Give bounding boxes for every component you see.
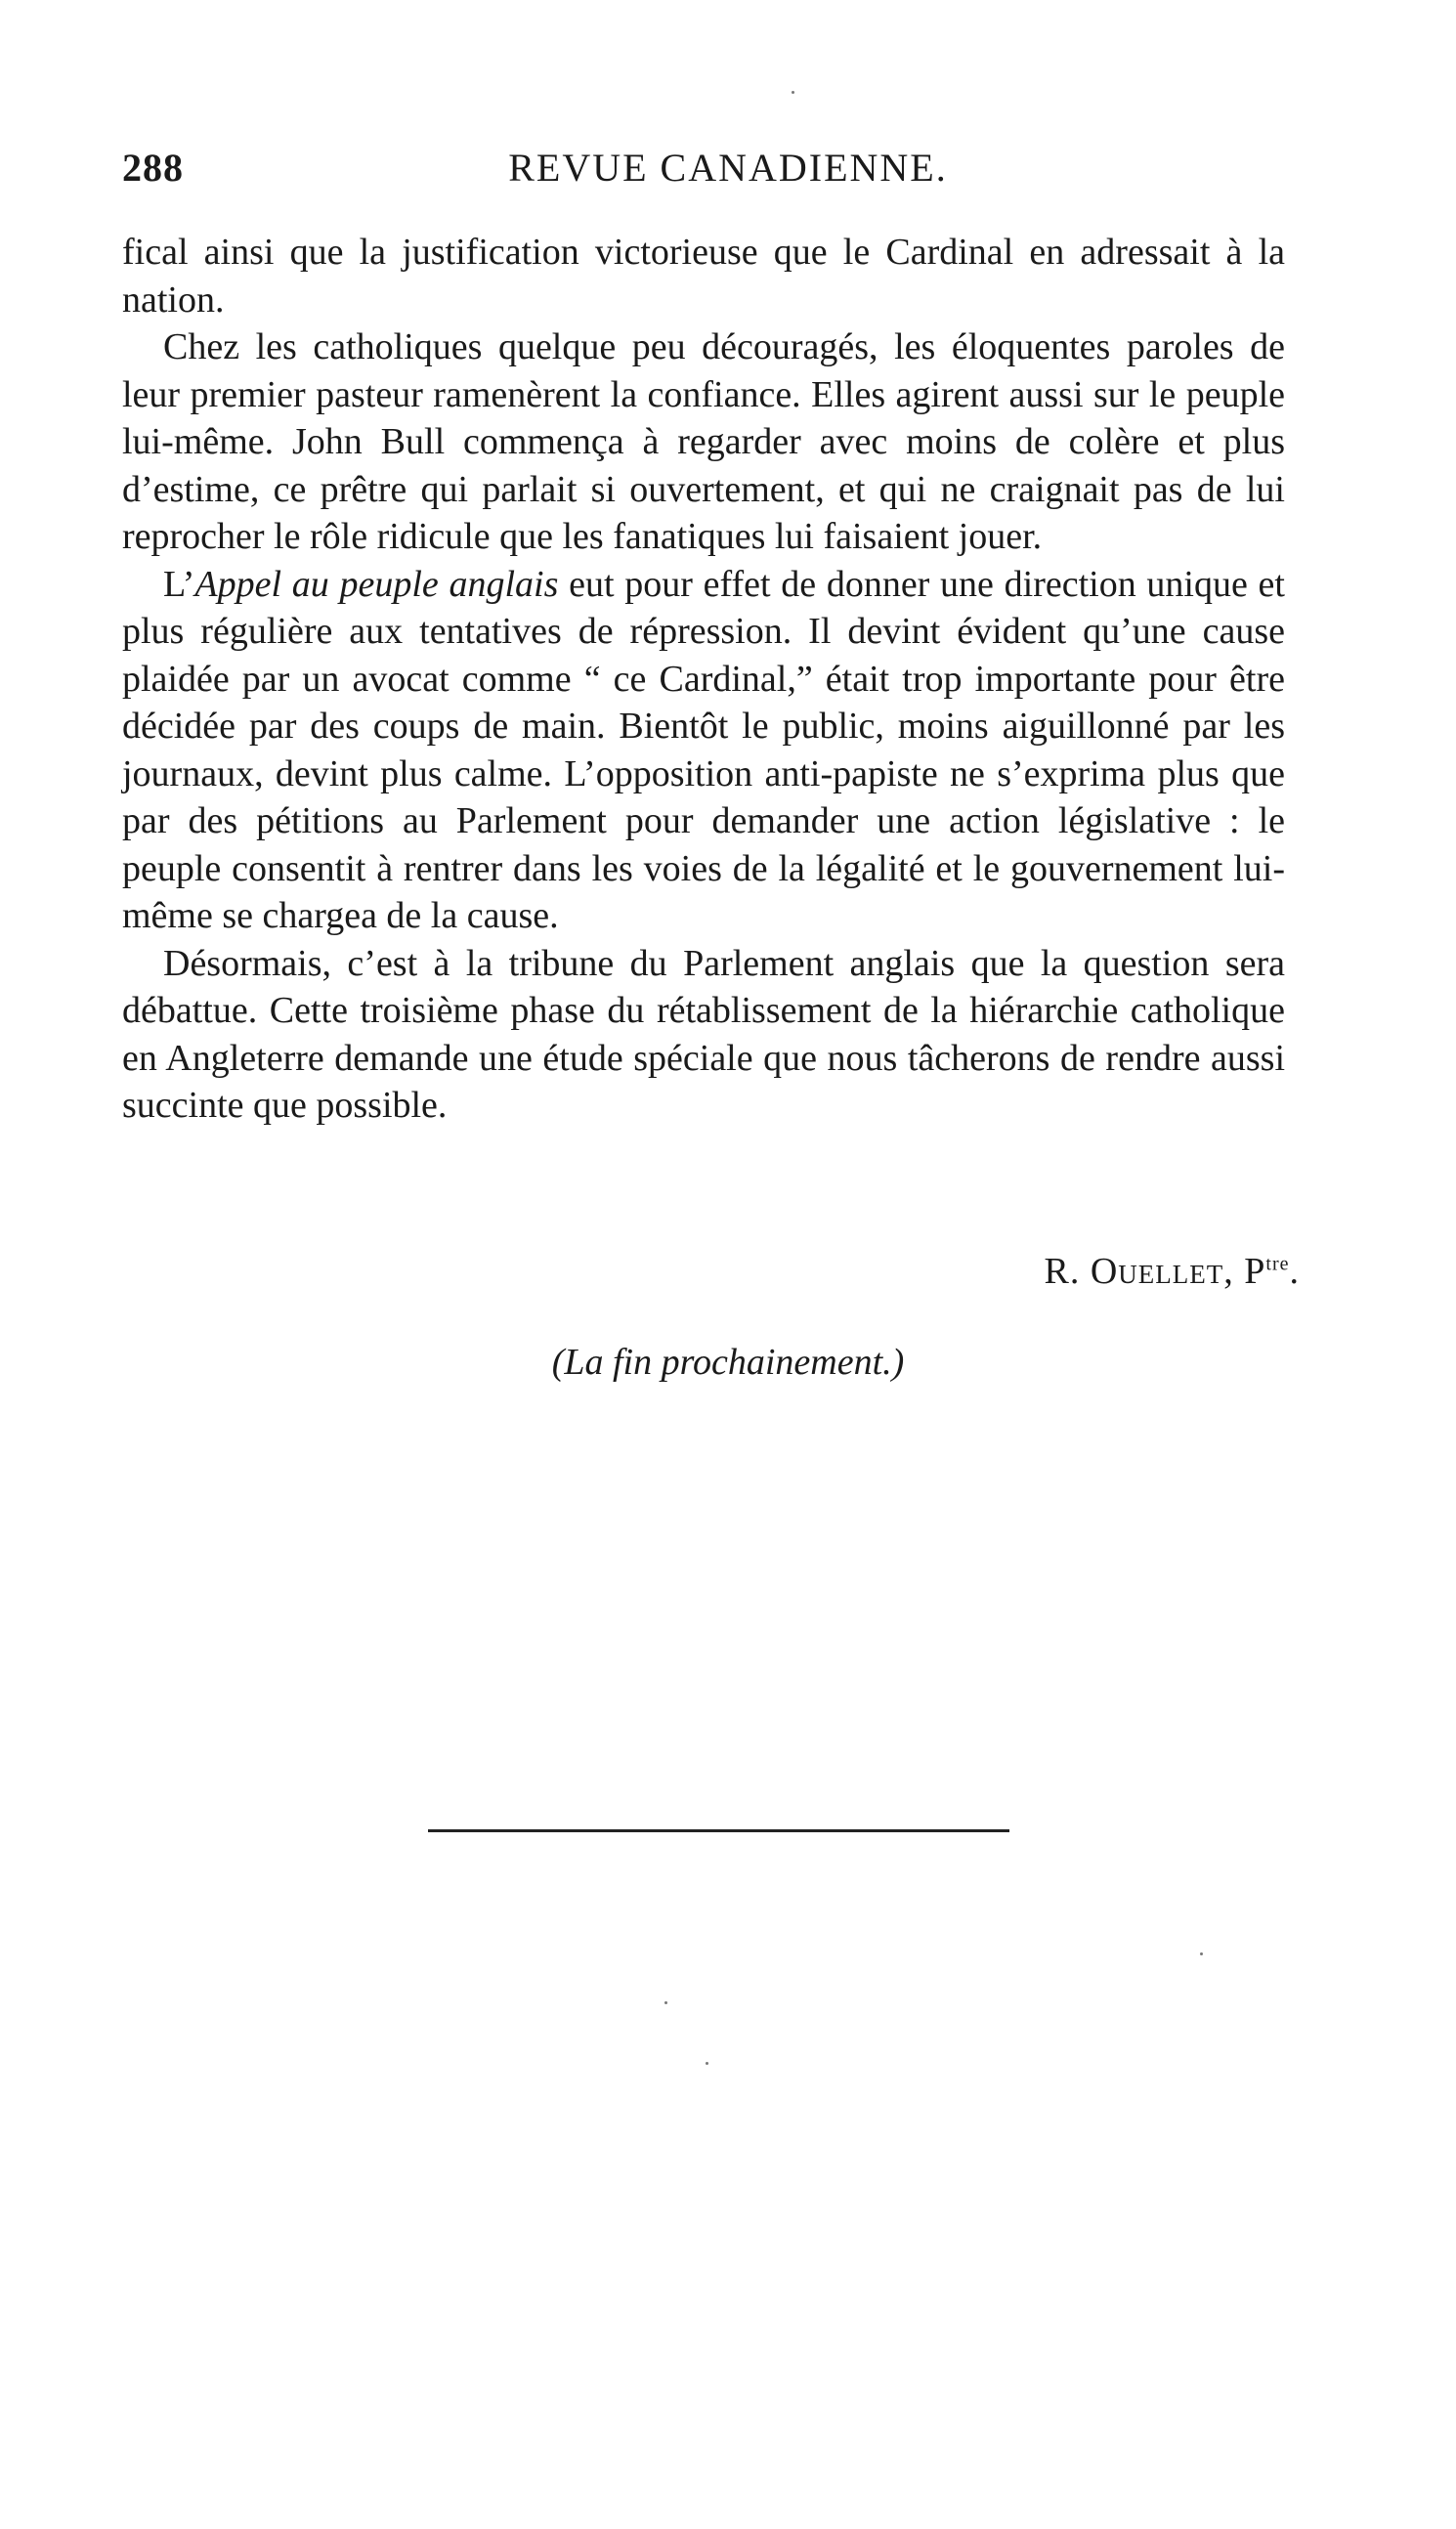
paragraph-continued: fical ainsi que la justification victorieuse que le Cardinal en adressait à la nation.	[122, 232, 1285, 321]
paragraph: Chez les catholiques quelque peu découragés, les éloquentes paroles de leur premier pasteur ramenèrent la confiance. Elles agirent aussi sur le peuple lui-même. John Bull commença à regarder avec moins de colère et plus d’estime, ce prêtre qui parlait si ouvertement, et qui ne craignait pas de lui reprocher le rôle ridicule que les fanatiques lui faisaient jouer.	[122, 326, 1285, 557]
paragraph	[122, 561, 1285, 940]
paragraph: Désormais, c’est à la tribune du Parlement anglais que la question sera débattue. Cette troisième phase du rétablissement de la hiérarchie catholique en Angleterre demande une étude spéciale que nous tâcherons de rendre aussi succinte que possible.	[122, 942, 1285, 1126]
signature-name: Ouellet	[1090, 1251, 1224, 1292]
signature-end: .	[1289, 1251, 1300, 1292]
paragraph-text: eut pour effet de donner une direction unique et plus régulière aux tentatives de répression. Il devint évident qu’une cause plaidée par un avocat comme “ ce Cardinal,” était trop importante pour être décidée par des coups de main. Bientôt le public, moins aiguillonné par les journaux, devint plus calme. L’opposition anti-papiste ne s’exprima plus que par des pétitions au Parlement pour demander une action législative : le peuple consentit à rentrer dans les voies de la légalité et le gouvernement lui-même se chargea de la cause.	[122, 563, 1285, 936]
signature-title: tre	[1265, 1253, 1290, 1275]
continuation-note: (La fin prochainement.)	[551, 1342, 905, 1383]
paragraph-prefix: L’	[163, 563, 195, 605]
page-number: 288	[122, 146, 184, 190]
print-speck	[664, 2001, 667, 2004]
page-header	[122, 145, 1285, 203]
author-signature	[1045, 1250, 1301, 1293]
signature-initial: R.	[1044, 1251, 1091, 1292]
print-speck	[792, 91, 794, 94]
section-divider	[428, 1829, 1009, 1832]
work-title: Appel au peuple anglais	[194, 563, 559, 605]
print-speck	[706, 2062, 708, 2065]
print-speck	[1200, 1952, 1203, 1955]
article-body	[122, 229, 1285, 1130]
running-title: REVUE CANADIENNE.	[508, 146, 948, 190]
signature-separator: , P	[1223, 1251, 1266, 1292]
